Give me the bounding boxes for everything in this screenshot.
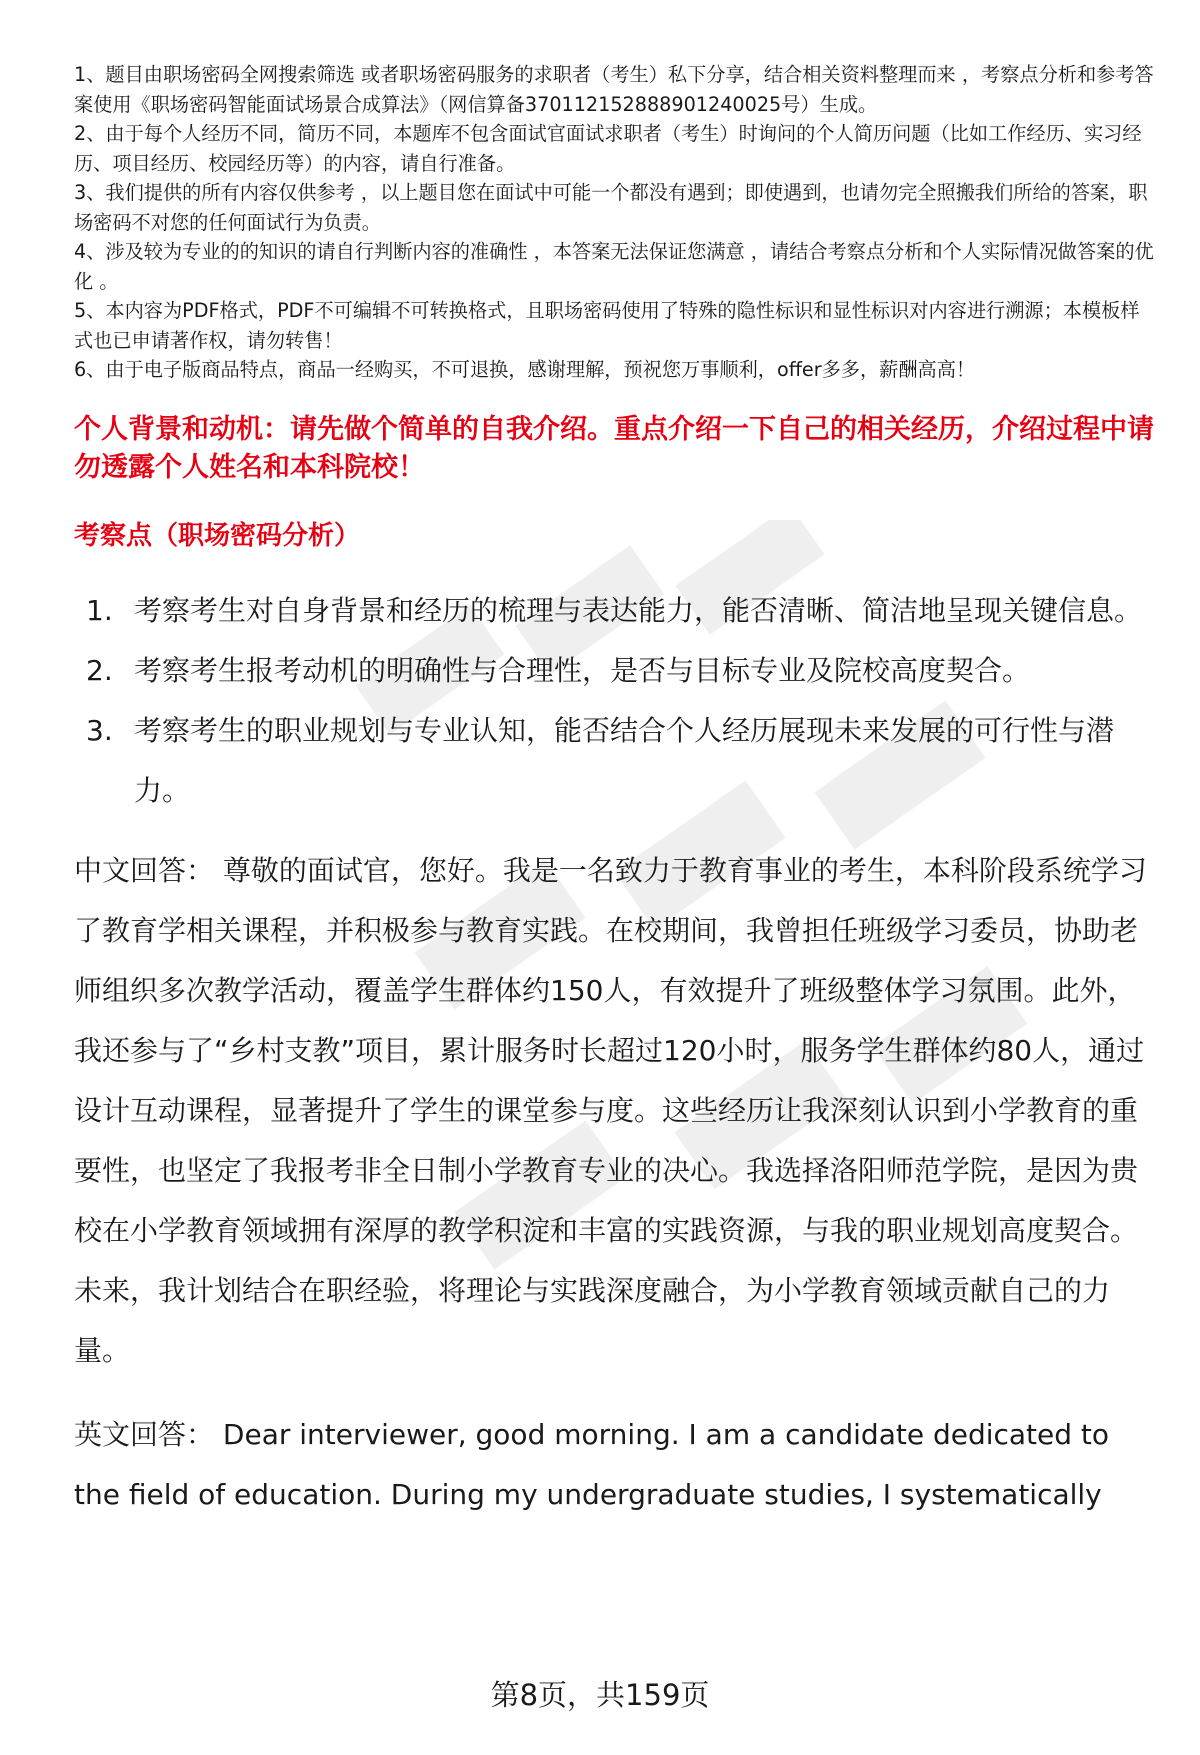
analysis-point [74, 581, 1154, 641]
answer-english [74, 1405, 1154, 1525]
answer-chinese [74, 841, 1154, 1381]
analysis-point [74, 641, 1154, 701]
point-number: 3. [86, 713, 113, 747]
note-item: 6、由于电子版商品特点，商品一经购买，不可退换，感谢理解，预祝您万事顺利，offer多多，薪酬高高！ [74, 358, 976, 381]
answer-label: 中文回答： [74, 853, 215, 887]
notes-list [74, 60, 1154, 385]
point-text: 考察考生的职业规划与专业认知，能否结合个人经历展现未来发展的可行性与潜力。 [134, 713, 1115, 807]
analysis-point [74, 701, 1154, 821]
note-item: 3、我们提供的所有内容仅供参考 ，以上题目您在面试中可能一个都没有遇到；即使遇到，也请勿完全照搬我们所给的答案，职场密码不对您的任何面试行为负责。 [74, 181, 1148, 234]
analysis-title: 考察点（职场密码分析） [74, 520, 361, 551]
point-text: 考察考生报考动机的明确性与合理性，是否与目标专业及院校高度契合。 [134, 653, 1031, 687]
note-item: 5、本内容为PDF格式，PDF不可编辑不可转换格式，且职场密码使用了特殊的隐性标识和显性标识对内容进行溯源；本模板样式也已申请著作权，请勿转售！ [74, 299, 1140, 352]
answer-text: 尊敬的面试官，您好。我是一名致力于教育事业的考生，本科阶段系统学习了教育学相关课程，并积极参与教育实践。在校期间，我曾担任班级学习委员，协助老师组织多次教学活动，覆盖学生群体约150人，有效提升了班级整体学习氛围。此外，我还参与了“乡村支教”项目，累计服务时长超过120小时，服务学生群体约80人，通过设计互动课程，显著提升了学生的课堂参与度。这些经历让我深刻认识到小学教育的重要性，也坚定了我报考非全日制小学教育专业的决心。我选择洛阳师范学院，是因为贵校在小学教育领域拥有深厚的教学积淀和丰富的实践资源，与我的职业规划高度契合。未来，我计划结合在职经验，将理论与实践深度融合，为小学教育领域贡献自己的力量。 [74, 853, 1147, 1367]
point-number: 2. [86, 653, 113, 687]
question-title: 个人背景和动机：请先做个简单的自我介绍。重点介绍一下自己的相关经历，介绍过程中请勿透露个人姓名和本科院校！ [74, 413, 1154, 483]
page-content [74, 60, 1154, 1525]
point-number: 1. [86, 593, 113, 627]
note-item: 2、由于每个人经历不同，简历不同，本题库不包含面试官面试求职者（考生）时询问的个人简历问题（比如工作经历、实习经历、项目经历、校园经历等）的内容，请自行准备。 [74, 122, 1142, 175]
note-item: 1、题目由职场密码全网搜索筛选 或者职场密码服务的求职者（考生）私下分享，结合相关资料整理而来 ，考察点分析和参考答案使用《职场密码智能面试场景合成算法》（网信算备370112152888901240025号）生成。 [74, 63, 1154, 116]
point-text: 考察考生对自身背景和经历的梳理与表达能力，能否清晰、简洁地呈现关键信息。 [134, 593, 1143, 627]
note-item: 4、涉及较为专业的的知识的请自行判断内容的准确性 ，本答案无法保证您满意 ，请结合考察点分析和个人实际情况做答案的优化 。 [74, 240, 1154, 293]
answer-label: 英文回答： [74, 1417, 215, 1451]
answer-text: Dear interviewer, good morning. I am a candidate dedicated to the field of education. During my undergraduate studies, I systematically [74, 1417, 1110, 1511]
analysis-points [74, 581, 1154, 821]
page-footer: 第8页，共159页 [490, 1678, 710, 1712]
